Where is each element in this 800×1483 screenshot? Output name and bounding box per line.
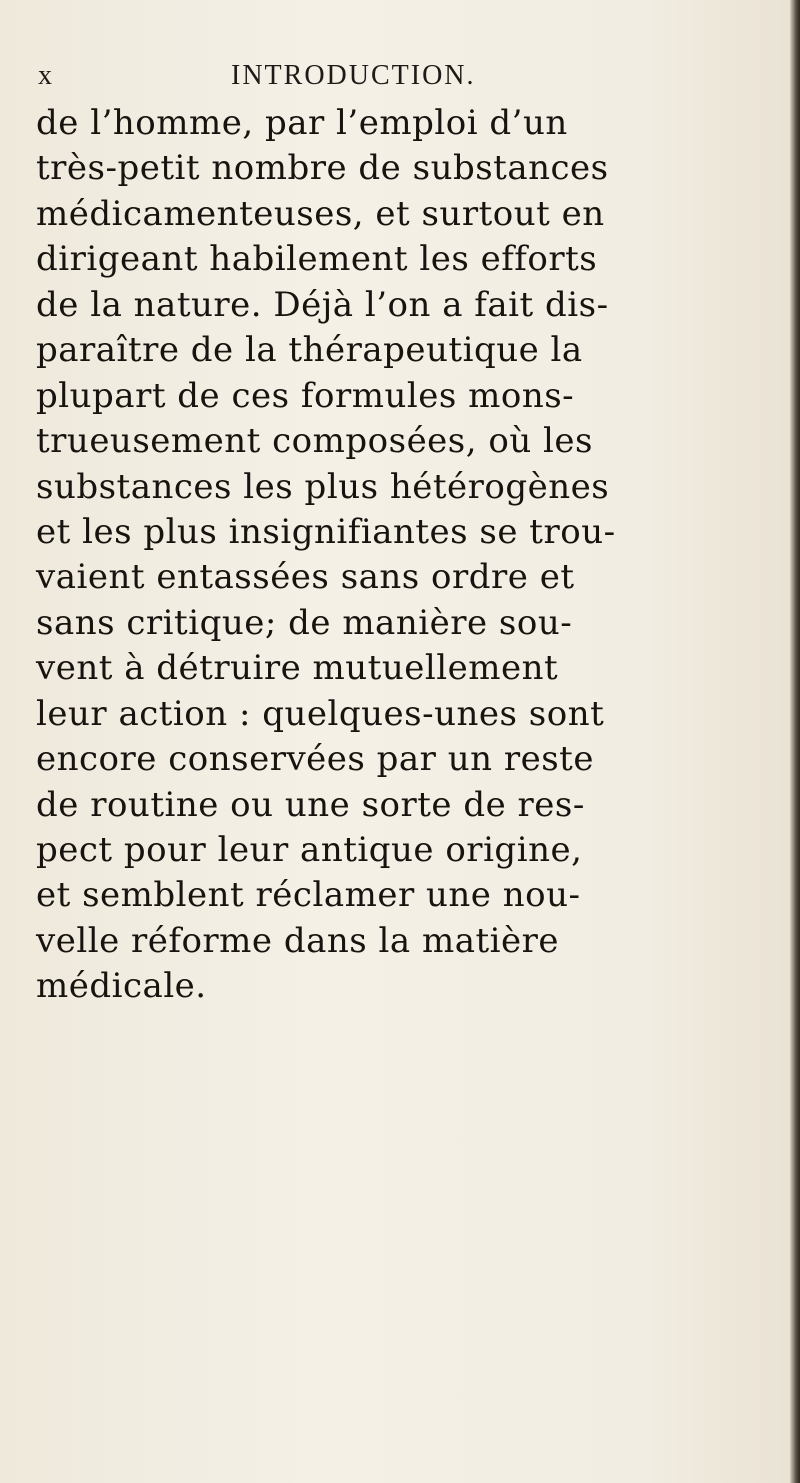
page-header — [38, 60, 778, 100]
text-line: trueusement composées, où les — [36, 421, 593, 462]
text-line: de routine ou une sorte de res- — [36, 784, 585, 825]
text-line: plupart de ces formules mons- — [36, 375, 575, 416]
text-line: velle réforme dans la matière — [36, 920, 560, 961]
text-line: encore conservées par un reste — [36, 739, 594, 780]
body-text — [36, 101, 776, 1010]
text-line: substances les plus hétérogènes — [36, 466, 610, 507]
page-number: x — [38, 60, 53, 91]
text-line: et les plus insignifiantes se trou- — [36, 511, 616, 552]
page-edge-shadow — [790, 0, 800, 1483]
running-title: INTRODUCTION. — [231, 60, 476, 91]
text-line: très-petit nombre de substances — [36, 148, 609, 189]
text-line: sans critique; de manière sou- — [36, 602, 573, 643]
text-line: pect pour leur antique origine, — [36, 830, 583, 870]
text-line: dirigeant habilement les efforts — [36, 239, 598, 280]
text-line: et semblent réclamer une nou- — [36, 875, 581, 916]
text-line: vaient entassées sans ordre et — [36, 557, 575, 598]
text-line: de la nature. Déjà l’on a fait dis- — [36, 284, 609, 325]
text-line: de l’homme, par l’emploi d’un — [36, 103, 568, 143]
text-line: paraître de la thérapeutique la — [36, 330, 583, 371]
text-line: médicale. — [36, 966, 207, 1007]
text-line: médicamenteuses, et surtout en — [36, 193, 605, 234]
text-line: leur action : quelques-unes sont — [36, 693, 605, 734]
text-line: vent à détruire mutuellement — [36, 648, 559, 689]
